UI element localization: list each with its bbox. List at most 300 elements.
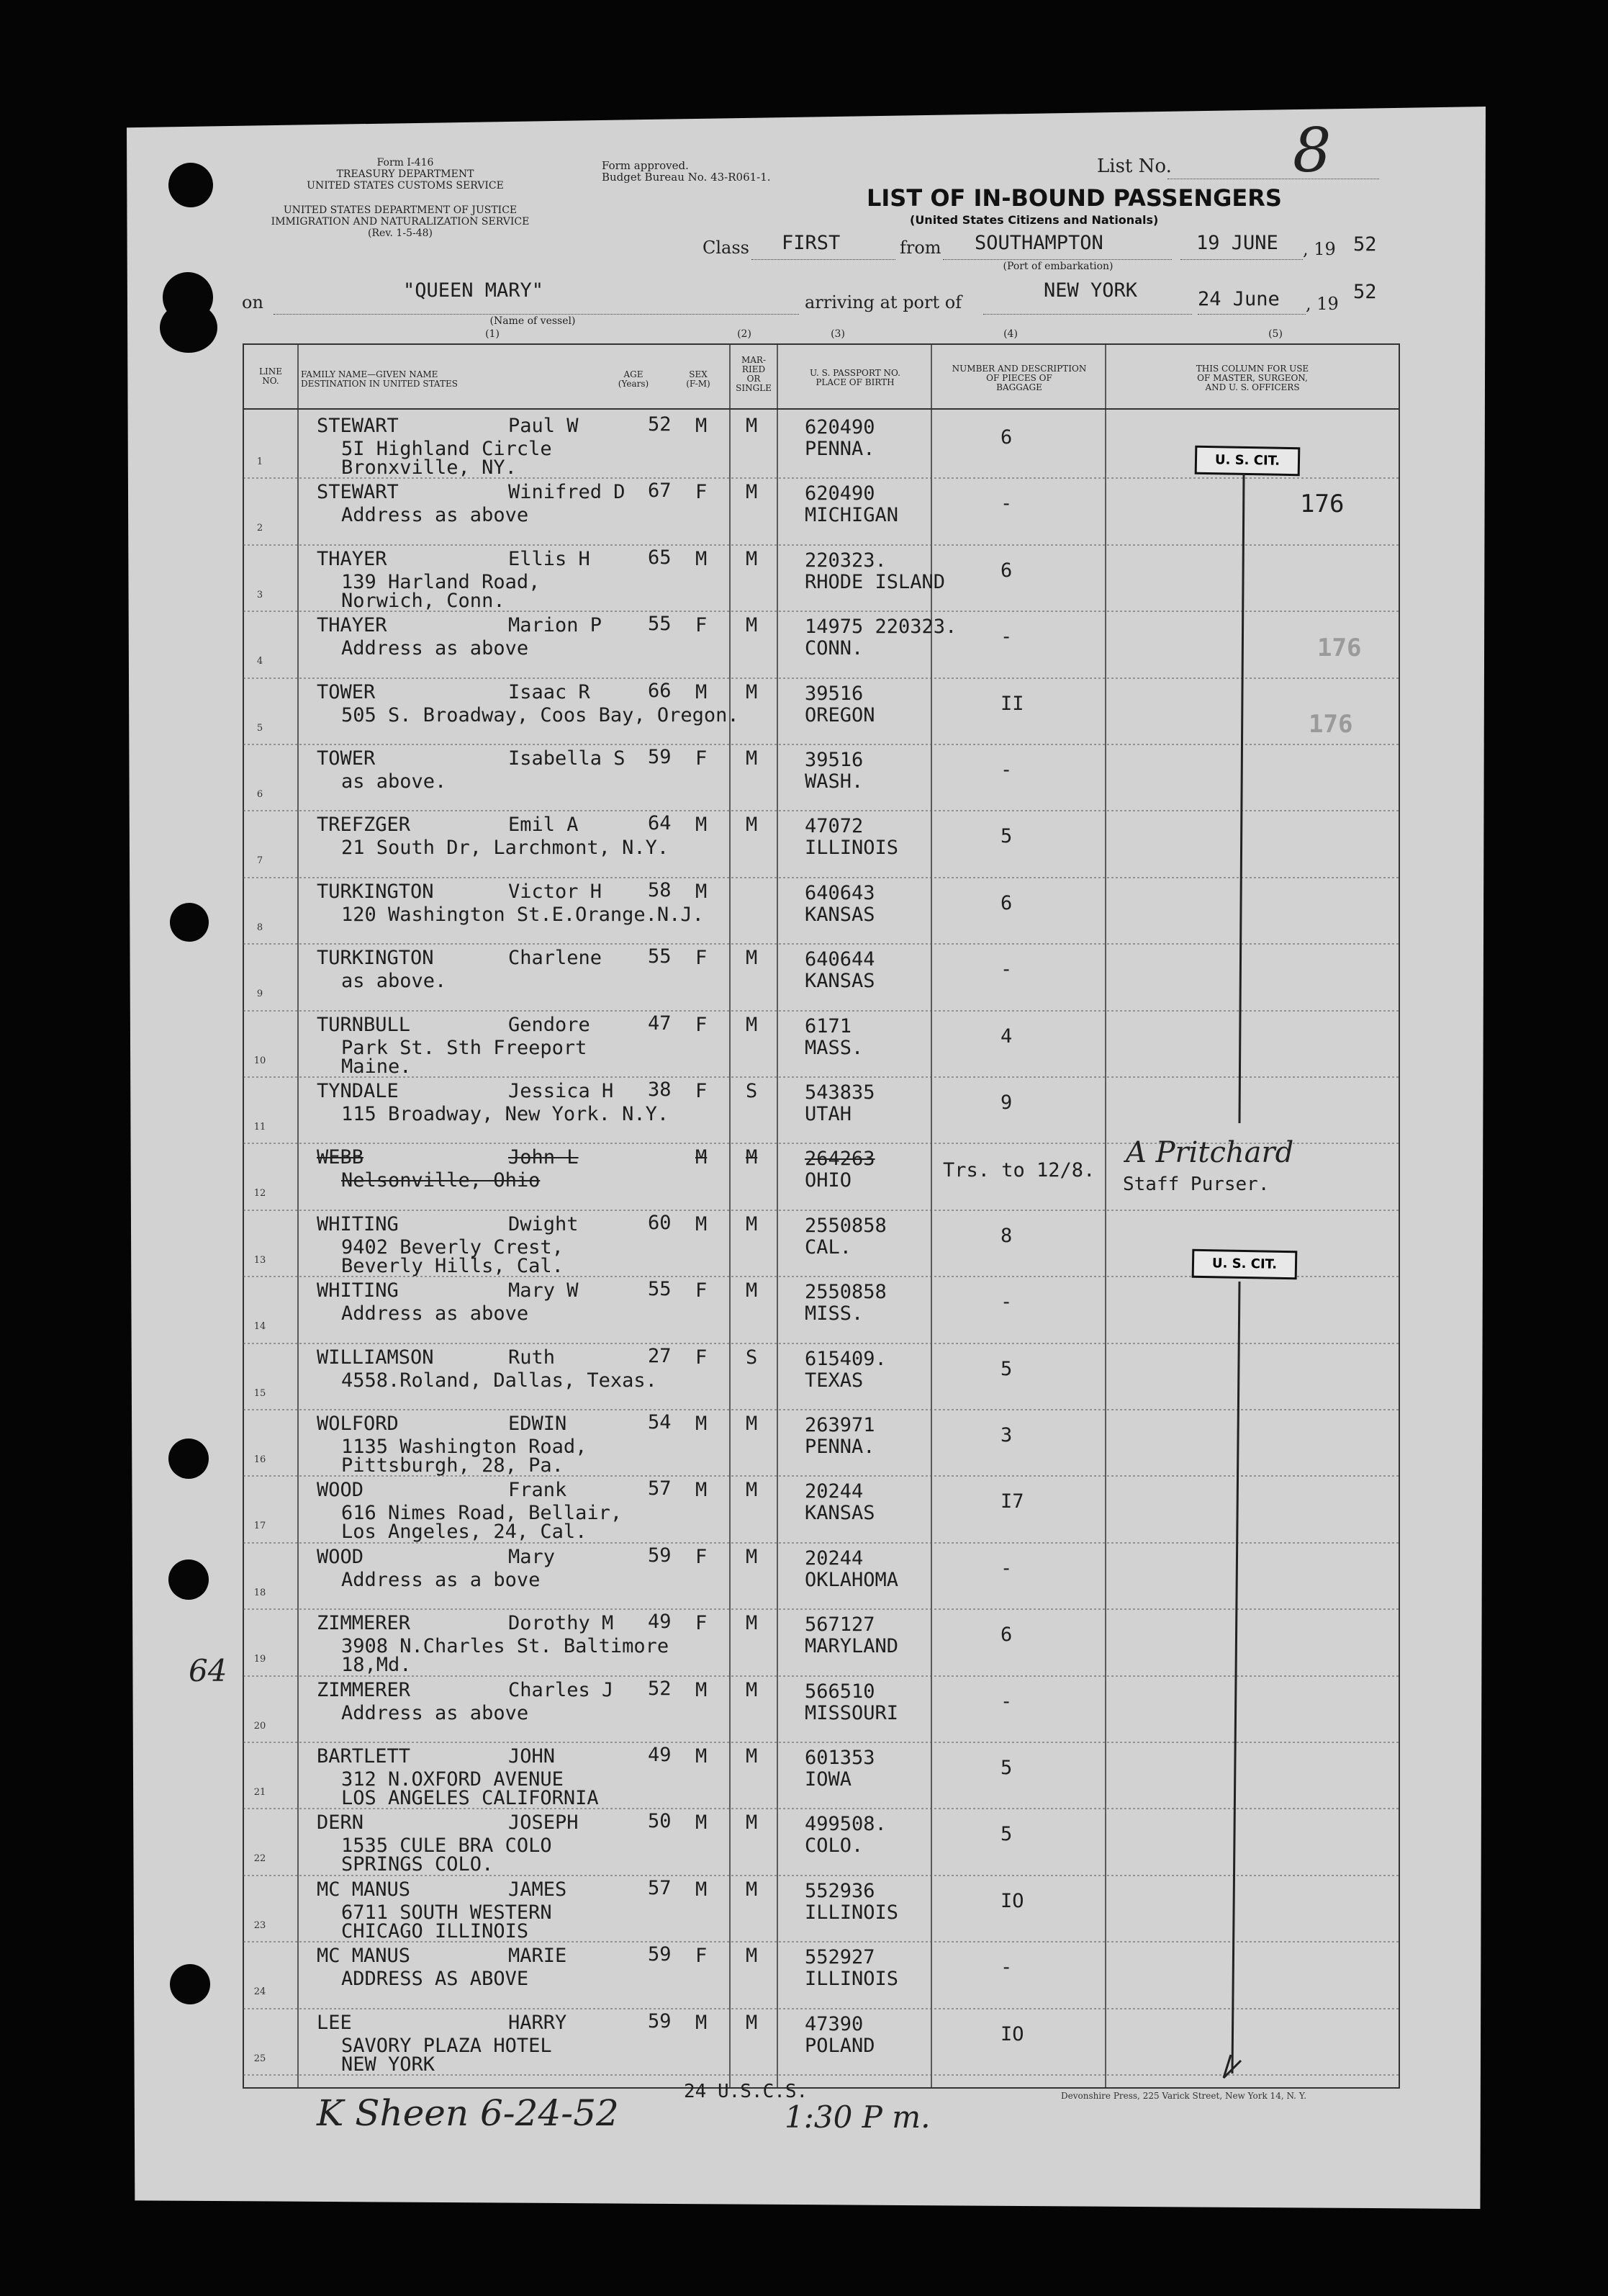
baggage-count: 6 [1001, 1624, 1013, 1647]
staff-purser: Staff Purser. [1123, 1174, 1270, 1195]
marital-status: M [746, 1413, 758, 1435]
given-name: JOSEPH [508, 1811, 579, 1834]
address-line-1: ADDRESS AS ABOVE [341, 1968, 529, 1991]
sex: M [695, 1413, 708, 1435]
sex: M [695, 547, 708, 570]
address-line-1: 115 Broadway, New York. N.Y. [341, 1103, 669, 1125]
baggage-count: II [1001, 692, 1024, 715]
passport-number: 640644 [805, 948, 875, 971]
given-name: Charles J [508, 1678, 614, 1701]
marital-status: M [746, 947, 758, 970]
place-of-birth: RHODE ISLAND [805, 570, 946, 593]
line-number: 16 [253, 1454, 266, 1465]
place-of-birth: POLAND [805, 2034, 875, 2057]
depart-date: 19 JUNE [1196, 232, 1278, 254]
address-line-1: 21 South Dr, Larchmont, N.Y. [341, 837, 669, 860]
marital-status: M [746, 680, 758, 703]
marital-status: S [746, 1346, 758, 1369]
place-of-birth: KANSAS [805, 1502, 875, 1525]
line-number: 1 [256, 456, 263, 467]
address-line-1: as above. [341, 770, 447, 793]
marital-status: M [746, 1013, 758, 1036]
baggage-count: - [1001, 958, 1013, 981]
col-number: (3) [831, 328, 845, 340]
family-name: STEWART [317, 481, 399, 504]
passport-number: 640643 [805, 881, 875, 904]
age: 47 [648, 1012, 672, 1035]
sex: M [695, 1878, 708, 1901]
given-name: Dwight [508, 1212, 579, 1235]
age: 55 [648, 945, 672, 968]
sex: F [695, 1279, 708, 1302]
given-name: EDWIN [508, 1413, 567, 1435]
sex: M [695, 680, 708, 703]
baggage-count: - [1001, 1557, 1013, 1580]
col-header-baggage: NUMBER AND DESCRIPTION OF PIECES OF BAGGAGE [952, 364, 1087, 392]
depart-date-underline [1180, 259, 1303, 260]
line-number: 17 [253, 1521, 266, 1532]
baggage-count: 6 [1001, 559, 1013, 582]
col-header-married: MAR- RIED OR SINGLE [736, 355, 772, 393]
address-line-1: 3908 N.Charles St. Baltimore [341, 1635, 669, 1658]
family-name: BARTLETT [317, 1745, 411, 1768]
baggage-count: Trs. to 12/8. [943, 1159, 1096, 1182]
place-of-birth: MASS. [805, 1036, 864, 1059]
marital-status: M [746, 1545, 758, 1568]
passport-number: 552936 [805, 1879, 875, 1902]
marital-status: M [746, 1745, 758, 1768]
inspection-time: 1:30 P m. [785, 2099, 931, 2135]
baggage-count: 5 [1001, 825, 1013, 848]
family-name: THAYER [317, 547, 387, 570]
sex: F [695, 1545, 708, 1568]
place-of-birth: KANSAS [805, 970, 875, 993]
line-number: 6 [256, 789, 263, 800]
age: 50 [648, 1810, 672, 1833]
address-line-2: Los Angeles, 24, Cal. [341, 1521, 587, 1544]
family-name: STEWART [317, 415, 399, 437]
address-line-2: Maine. [341, 1055, 412, 1078]
sex: F [695, 1080, 708, 1102]
margin-64: 64 [189, 1653, 227, 1688]
baggage-count: 6 [1001, 891, 1013, 914]
given-name: Gendore [508, 1013, 590, 1036]
passport-number: 620490 [805, 416, 875, 438]
place-of-birth: CAL. [805, 1235, 852, 1259]
address-line-1: 505 S. Broadway, Coos Bay, Oregon. [341, 703, 739, 726]
manifest-title: LIST OF IN-BOUND PASSENGERS [867, 184, 1282, 212]
passport-number: 263971 [805, 1414, 875, 1436]
age: 67 [648, 480, 672, 503]
given-name: Jessica H [508, 1080, 614, 1102]
col-header-sex: SEX (F-M) [686, 369, 710, 389]
given-name: HARRY [508, 2011, 567, 2034]
family-name: TURKINGTON [317, 880, 434, 903]
baggage-count: 5 [1001, 1757, 1013, 1779]
passport-number: 601353 [805, 1747, 875, 1769]
age: 60 [648, 1211, 672, 1234]
arrival-year: 52 [1353, 281, 1377, 303]
address-line-1: 4558.Roland, Dallas, Texas. [341, 1369, 657, 1392]
bottom-count: 24 U.S.C.S. [684, 2081, 808, 2102]
line-number: 10 [253, 1055, 266, 1066]
place-of-birth: MISSOURI [805, 1701, 899, 1724]
passport-number: 543835 [805, 1081, 875, 1104]
line-number: 11 [253, 1122, 266, 1133]
address-line-1: 1135 Washington Road, [341, 1436, 587, 1458]
family-name: WOOD [317, 1479, 364, 1502]
baggage-count: 5 [1001, 1823, 1013, 1846]
col-number: (4) [1003, 328, 1018, 340]
place-of-birth: ILLINOIS [805, 1901, 899, 1924]
line-number: 25 [253, 2053, 266, 2064]
family-name: WEBB [317, 1146, 364, 1169]
given-name: Ellis H [508, 547, 590, 570]
address-line-1: Address as above [341, 504, 529, 527]
given-name: Emil A [508, 814, 579, 837]
col-number: (5) [1268, 328, 1283, 340]
age: 55 [648, 1278, 672, 1301]
given-name: Isaac R [508, 680, 590, 703]
address-line-1: Park St. Sth Freeport [341, 1036, 587, 1059]
col-header-passport: U. S. PASSPORT NO. PLACE OF BIRTH [810, 368, 900, 387]
place-of-birth: IOWA [805, 1768, 852, 1791]
passport-number: 20244 [805, 1480, 864, 1503]
line-number: 21 [253, 1787, 266, 1798]
line-number: 14 [253, 1321, 266, 1333]
baggage-count: - [1001, 759, 1013, 781]
family-name: MC MANUS [317, 1945, 411, 1968]
manifest-subtitle: (United States Citizens and Nationals) [910, 213, 1159, 227]
line-number: 9 [256, 989, 263, 1000]
depart-year: 52 [1353, 233, 1377, 256]
place-of-birth: OHIO [805, 1169, 852, 1192]
list-no-label: List No. [1097, 156, 1172, 177]
place-of-birth: ILLINOIS [805, 837, 899, 860]
address-line-1: Address as a bove [341, 1568, 541, 1591]
col-header-age: AGE (Years) [618, 369, 649, 389]
col-number: (1) [485, 328, 500, 340]
sex: M [695, 1678, 708, 1701]
line-number: 12 [253, 1188, 266, 1199]
sex: M [695, 1745, 708, 1768]
faint-count: 176 [1317, 634, 1362, 662]
col-header-line: LINE NO. [259, 366, 282, 386]
embark-port: SOUTHAMPTON [975, 232, 1103, 254]
address-line-1: 312 N.OXFORD AVENUE [341, 1768, 564, 1791]
class-underline [751, 259, 895, 260]
embark-note: (Port of embarkation) [1003, 261, 1114, 272]
address-line-1: 139 Harland Road, [341, 570, 541, 593]
sex: F [695, 614, 708, 637]
marital-status: M [746, 415, 758, 437]
age: 65 [648, 546, 672, 569]
given-name: JOHN [508, 1745, 556, 1768]
line-number: 20 [253, 1720, 266, 1732]
age: 59 [648, 746, 672, 768]
sex: F [695, 1013, 708, 1036]
given-name: Marion P [508, 614, 602, 637]
given-name: Isabella S [508, 747, 625, 770]
baggage-count: - [1001, 1956, 1013, 1979]
line-number: 18 [253, 1587, 266, 1598]
age: 54 [648, 1411, 672, 1433]
address-line-2: CHICAGO ILLINOIS [341, 1919, 529, 1942]
passport-number: 20244 [805, 1547, 864, 1570]
binder-hole [168, 163, 213, 207]
age: 49 [648, 1744, 672, 1766]
marital-status: M [746, 1945, 758, 1968]
sex: F [695, 747, 708, 770]
address-line-1: 1535 CULE BRA COLO [341, 1834, 552, 1858]
passport-number: 39516 [805, 749, 864, 771]
marital-status: M [746, 2011, 758, 2034]
place-of-birth: PENNA. [805, 1436, 875, 1458]
given-name: Dorothy M [508, 1612, 614, 1635]
place-of-birth: MARYLAND [805, 1635, 899, 1658]
family-name: WOOD [317, 1545, 364, 1568]
passport-number: 220323. [805, 549, 887, 572]
col-header-officers: THIS COLUMN FOR USE OF MASTER, SURGEON, AND U. S. OFFICERS [1196, 364, 1309, 392]
age: 52 [648, 413, 672, 436]
age: 52 [648, 1677, 672, 1700]
address-line-1: Address as above [341, 1701, 529, 1724]
baggage-count: 8 [1001, 1224, 1013, 1247]
arrival-year-prefix: , 19 [1306, 294, 1339, 314]
passport-number: 47072 [805, 815, 864, 838]
passport-number: 39516 [805, 682, 864, 705]
line-number: 5 [256, 722, 263, 734]
vessel-underline [274, 314, 799, 315]
address-line-2: NEW YORK [341, 2053, 435, 2076]
address-line-2: Pittsburgh, 28, Pa. [341, 1454, 564, 1477]
age: 38 [648, 1079, 672, 1101]
passport-number: 2550858 [805, 1281, 887, 1304]
family-name: THAYER [317, 614, 387, 637]
given-name: Mary [508, 1545, 556, 1568]
sex: M [695, 2011, 708, 2034]
passport-number: 264263 [805, 1148, 875, 1171]
passport-number: 6171 [805, 1014, 852, 1037]
place-of-birth: OREGON [805, 703, 875, 726]
address-line-1: Address as above [341, 1302, 529, 1325]
family-name: ZIMMERER [317, 1612, 411, 1635]
sex: M [695, 415, 708, 437]
baggage-count: 4 [1001, 1025, 1013, 1048]
sex: F [695, 1612, 708, 1635]
age: 57 [648, 1876, 672, 1899]
family-name: WOLFORD [317, 1413, 399, 1435]
approval-block: Form approved. Budget Bureau No. 43-R061-1. [602, 159, 771, 184]
marital-status: S [746, 1080, 758, 1102]
address-line-2: 18,Md. [341, 1654, 412, 1677]
baggage-count: - [1001, 492, 1013, 516]
sex: F [695, 1945, 708, 1968]
us-cit-stamp: U. S. CIT. [1192, 1249, 1298, 1280]
line-number: 19 [253, 1654, 266, 1665]
family-name: WILLIAMSON [317, 1346, 434, 1369]
family-name: TURKINGTON [317, 947, 434, 970]
sex: F [695, 1346, 708, 1369]
list-no-value: 8 [1293, 115, 1332, 186]
baggage-count: I7 [1001, 1490, 1024, 1513]
baggage-count: IO [1001, 2022, 1024, 2045]
marital-status: M [746, 481, 758, 504]
address-line-2: Bronxville, NY. [341, 456, 517, 479]
inspector-signature: K Sheen 6-24-52 [317, 2092, 619, 2134]
marital-status: M [746, 547, 758, 570]
marital-status: M [746, 1878, 758, 1901]
marital-status: M [746, 1279, 758, 1302]
family-name: WHITING [317, 1212, 399, 1235]
sex: F [695, 947, 708, 970]
place-of-birth: WASH. [805, 770, 864, 793]
given-name: Frank [508, 1479, 567, 1502]
baggage-count: 6 [1001, 426, 1013, 449]
given-name: Victor H [508, 880, 602, 903]
given-name: Ruth [508, 1346, 556, 1369]
baggage-count: - [1001, 1690, 1013, 1713]
sex: M [695, 1479, 708, 1502]
binder-hole [168, 1559, 209, 1600]
baggage-count: - [1001, 1291, 1013, 1314]
line-number: 13 [253, 1254, 266, 1266]
line-number: 23 [253, 1919, 266, 1931]
line-number: 4 [256, 656, 263, 667]
family-name: TREFZGER [317, 814, 411, 837]
binder-hole [168, 1439, 209, 1479]
arrival-date: 24 June [1198, 288, 1280, 310]
marital-status: M [746, 814, 758, 837]
line-number: 24 [253, 1986, 266, 1998]
embark-underline [943, 259, 1172, 260]
family-name: LEE [317, 2011, 352, 2034]
marital-status: M [746, 1479, 758, 1502]
baggage-count: IO [1001, 1889, 1024, 1912]
age: 59 [648, 2009, 672, 2032]
place-of-birth: KANSAS [805, 903, 875, 926]
given-name: John L [508, 1146, 579, 1169]
family-name: TYNDALE [317, 1080, 399, 1102]
arriving-label: arriving at port of [805, 292, 962, 312]
place-of-birth: PENNA. [805, 438, 875, 460]
baggage-count: - [1001, 626, 1013, 649]
place-of-birth: ILLINOIS [805, 1968, 899, 1991]
address-line-1: Address as above [341, 637, 529, 660]
place-of-birth: MICHIGAN [805, 504, 899, 527]
age: 55 [648, 613, 672, 636]
passport-number: 47390 [805, 2012, 864, 2035]
age: 64 [648, 812, 672, 835]
passport-number: 499508. [805, 1813, 887, 1836]
given-name: JAMES [508, 1878, 567, 1901]
us-cit-stamp: U. S. CIT. [1195, 446, 1301, 477]
age: 57 [648, 1477, 672, 1500]
passport-number: 620490 [805, 482, 875, 505]
baggage-count: 5 [1001, 1357, 1013, 1380]
family-name: WHITING [317, 1279, 399, 1302]
place-of-birth: UTAH [805, 1103, 852, 1125]
given-name: Paul W [508, 415, 579, 437]
age: 59 [648, 1943, 672, 1966]
family-name: TURNBULL [317, 1013, 411, 1036]
age: 66 [648, 679, 672, 702]
address-line-1: 5I Highland Circle [341, 438, 552, 460]
depart-year-prefix: , 19 [1303, 239, 1336, 259]
purser-signature: A Pritchard [1126, 1136, 1294, 1169]
age: 59 [648, 1544, 672, 1567]
class-value: FIRST [782, 232, 841, 254]
address-line-1: Nelsonville, Ohio [341, 1169, 541, 1192]
sex: M [695, 1146, 708, 1169]
address-line-2: SPRINGS COLO. [341, 1853, 494, 1876]
age: 27 [648, 1344, 672, 1367]
place-of-birth: CONN. [805, 637, 864, 660]
given-name: MARIE [508, 1945, 567, 1968]
address-line-1: 9402 Beverly Crest, [341, 1235, 564, 1259]
class-label: Class [703, 238, 749, 258]
line-number: 7 [256, 855, 263, 867]
passport-number: 566510 [805, 1680, 875, 1703]
line-number: 3 [256, 589, 263, 600]
col-header-name: FAMILY NAME—GIVEN NAME DESTINATION IN UNITED STATES [301, 369, 458, 389]
line-number: 15 [253, 1387, 266, 1399]
faint-count: 176 [1309, 710, 1353, 739]
marital-status: M [746, 1212, 758, 1235]
family-name: DERN [317, 1811, 364, 1834]
passport-number: 567127 [805, 1613, 875, 1637]
address-line-2: Norwich, Conn. [341, 589, 505, 612]
printer-credit: Devonshire Press, 225 Varick Street, New York 14, N. Y. [1061, 2091, 1307, 2101]
sex: M [695, 880, 708, 903]
baggage-count: 3 [1001, 1424, 1013, 1446]
passport-number: 14975 220323. [805, 616, 957, 639]
age: 49 [648, 1611, 672, 1634]
marital-status: M [746, 1146, 758, 1169]
binder-hole [170, 1964, 210, 2004]
arrival-date-underline [1198, 314, 1306, 315]
passport-number: 552927 [805, 1946, 875, 1969]
family-name: TOWER [317, 680, 376, 703]
vessel-note: (Name of vessel) [489, 315, 576, 327]
vessel-name: "QUEEN MARY" [403, 279, 544, 302]
place-of-birth: COLO. [805, 1834, 864, 1858]
passport-number: 2550858 [805, 1214, 887, 1237]
family-name: TOWER [317, 747, 376, 770]
sex: M [695, 1212, 708, 1235]
line-number: 22 [253, 1853, 266, 1865]
on-label: on [242, 292, 263, 312]
baggage-count: 9 [1001, 1091, 1013, 1114]
form-block: Form I-416 TREASURY DEPARTMENT UNITED STATES CUSTOMS SERVICE [307, 157, 504, 192]
passport-number: 615409. [805, 1347, 887, 1370]
marital-status: M [746, 1678, 758, 1701]
address-line-1: SAVORY PLAZA HOTEL [341, 2034, 552, 2057]
given-name: Charlene [508, 947, 602, 970]
marital-status: M [746, 747, 758, 770]
line-number: 8 [256, 922, 263, 933]
address-line-1: as above. [341, 970, 447, 993]
sex: M [695, 1811, 708, 1834]
line-number: 2 [256, 523, 263, 534]
address-line-1: 120 Washington St.E.Orange.N.J. [341, 903, 704, 926]
place-of-birth: MISS. [805, 1302, 864, 1325]
marital-status: M [746, 614, 758, 637]
address-line-2: LOS ANGELES CALIFORNIA [341, 1787, 599, 1809]
arrival-port: NEW YORK [1044, 279, 1138, 302]
address-line-1: 616 Nimes Road, Bellair, [341, 1502, 623, 1525]
sex: M [695, 814, 708, 837]
